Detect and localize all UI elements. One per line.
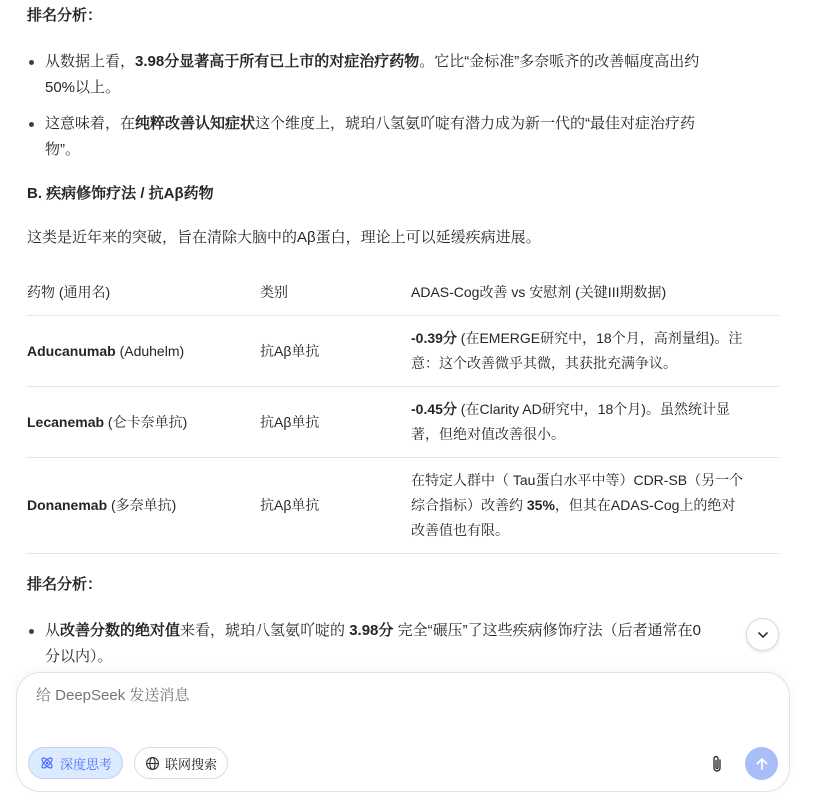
drug-alias: (Aduhelm) [115, 342, 185, 359]
adas-cell: 在特定人群中（ Tau蛋白水平中等）CDR-SB（另一个 综合指标）改善约 35%，但其在ADAS-Cog上的绝对 改善值也有限。 [411, 458, 779, 554]
bold-text: 纯粹改善认知症状 [135, 115, 256, 132]
arrow-up-icon [754, 756, 770, 772]
text: 完全“碾压”了这些疾病修饰疗法（后者通常在0 [393, 622, 701, 639]
text: 这意味着，在 [45, 115, 136, 132]
text: 这个维度上，琥珀八氢氨吖啶有潜力成为新一代的“最佳对症治疗药 [255, 115, 696, 132]
drug-table [27, 269, 779, 554]
deep-think-toggle[interactable] [28, 747, 123, 779]
header-adas: ADAS-Cog改善 vs 安慰剂 (关键III期数据) [411, 269, 779, 316]
bold-text: 改善分数的绝对值 [60, 622, 181, 639]
category-cell: 抗Aβ单抗 [260, 387, 411, 458]
section-b-heading: B. 疾病修饰疗法 / 抗Aβ药物 [27, 185, 214, 202]
drug-name: Aducanumab [27, 342, 116, 359]
header-category: 类别 [260, 269, 411, 316]
text: 从 [45, 622, 61, 639]
send-button[interactable] [745, 747, 778, 780]
drug-name-cell [27, 387, 260, 458]
ranking-list-2 [27, 618, 787, 670]
web-search-label: 联网搜索 [165, 756, 218, 772]
bold-text: 3.98分显著高于所有已上市的对症治疗药物 [135, 53, 420, 70]
message-input[interactable] [34, 686, 758, 705]
text: 物”。 [45, 141, 80, 158]
table-row [27, 458, 779, 554]
section-b-intro: 这类是近年来的突破，旨在清除大脑中的Aβ蛋白，理论上可以延缓疾病进展。 [27, 229, 541, 246]
ranking-heading-2: 排名分析： [27, 576, 103, 593]
message-composer [16, 672, 790, 792]
list-item [27, 111, 787, 163]
chat-message [27, 0, 787, 670]
adas-value: -0.39分 [411, 330, 457, 346]
bold-text: 3.98分 [349, 622, 394, 639]
web-search-toggle[interactable] [134, 747, 228, 779]
table-header-row [27, 269, 779, 316]
ranking-heading-1: 排名分析： [27, 7, 103, 24]
adas-cell [411, 387, 779, 458]
text: (在EMERGE研究中，18个月，高剂量组)。注 [456, 330, 743, 346]
scroll-to-bottom-button[interactable] [746, 618, 779, 651]
text: (在Clarity AD研究中，18个月)。虽然统计显 [456, 401, 730, 417]
text: 著，但绝对值改善很小。 [411, 426, 565, 442]
drug-name: Donanemab [27, 497, 108, 513]
header-drug: 药物 (通用名) [27, 269, 260, 316]
deep-think-label: 深度思考 [60, 756, 113, 772]
paperclip-icon [709, 754, 725, 774]
text: 。它比“金标准”多奈哌齐的改善幅度高出约 [419, 53, 700, 70]
drug-alias: (多奈单抗) [107, 497, 177, 513]
drug-name-cell [27, 458, 260, 554]
text: 改善值也有限。 [411, 522, 509, 538]
category-cell: 抗Aβ单抗 [260, 458, 411, 554]
text: 来看，琥珀八氢氨吖啶的 [180, 622, 350, 639]
atom-icon [39, 755, 55, 771]
table-row [27, 387, 779, 458]
adas-value: -0.45分 [411, 401, 457, 417]
globe-icon [145, 756, 160, 771]
text: 50%以上。 [45, 79, 121, 96]
text: 意：这个改善微乎其微，其获批充满争议。 [411, 355, 677, 371]
drug-alias: (仑卡奈单抗) [104, 413, 188, 430]
text: 在特定人群中（ Tau蛋白水平中等）CDR-SB（另一个 [411, 472, 744, 488]
list-item [27, 618, 787, 670]
drug-name: Lecanemab [27, 413, 105, 430]
attach-button[interactable] [707, 753, 727, 775]
text: 从数据上看， [45, 53, 136, 70]
category-cell: 抗Aβ单抗 [260, 316, 411, 387]
text: 分以内）。 [45, 648, 113, 665]
table-row [27, 316, 779, 387]
chevron-down-icon [756, 628, 770, 642]
adas-cell [411, 316, 779, 387]
bold-text: 35% [526, 497, 555, 513]
drug-name-cell [27, 316, 260, 387]
ranking-list-1 [27, 49, 787, 163]
list-item [27, 49, 787, 101]
